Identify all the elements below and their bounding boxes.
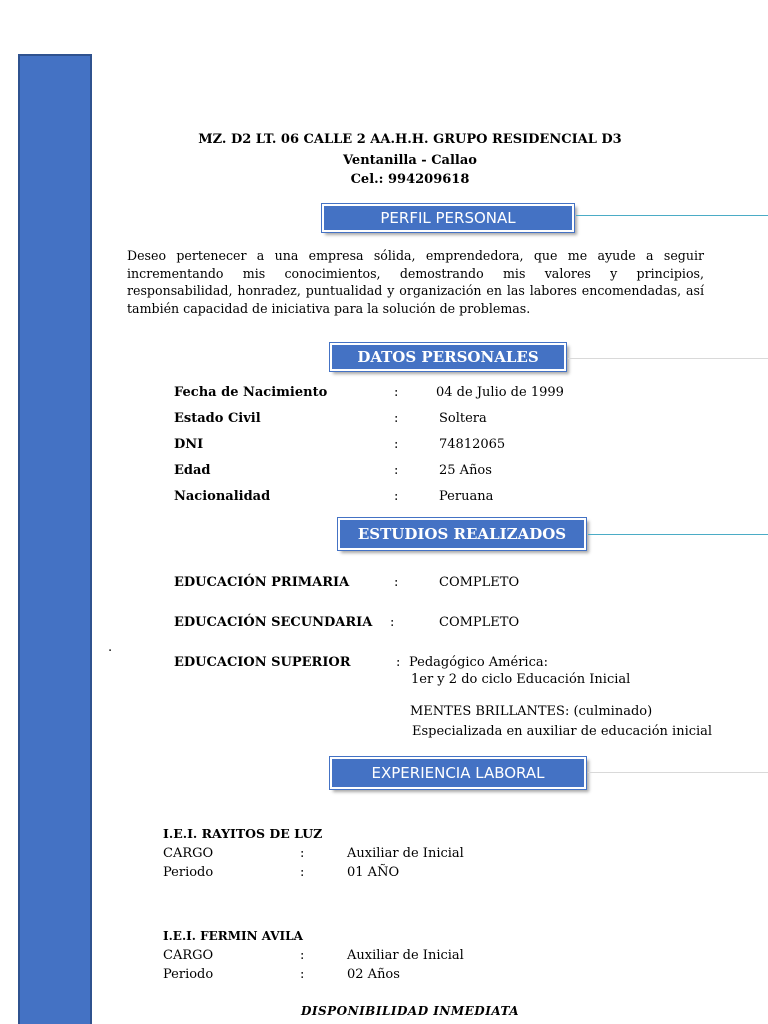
education-label: EDUCACIÓN PRIMARIA [174,575,350,590]
education-sep: : [396,655,401,670]
experience-company: I.E.I. FERMIN AVILA [163,929,303,943]
personal-sep: : [394,411,399,426]
personal-sep: : [394,385,399,400]
section-experiencia-title: EXPERIENCIA LABORAL [330,757,586,789]
section-datos-title: DATOS PERSONALES [330,343,566,371]
phone-line: Cel.: 994209618 [350,172,470,187]
education-value: COMPLETO [439,615,520,630]
education-value: COMPLETO [439,575,520,590]
experience-value: Auxiliar de Inicial [347,948,464,963]
personal-sep: : [394,437,399,452]
sidebar-bar [18,54,92,1024]
section-connector [576,215,768,216]
education-label: EDUCACIÓN SECUNDARIA [174,615,373,630]
personal-value: Peruana [439,489,494,504]
personal-value: 04 de Julio de 1999 [436,385,564,400]
district-line: Ventanilla - Callao [343,153,477,168]
experience-sep: : [300,948,305,963]
experience-sep: : [300,967,305,982]
education-sep: : [390,615,395,630]
personal-label: Estado Civil [174,411,261,426]
stray-dot: . [108,640,113,655]
section-connector [568,358,768,359]
education-label: EDUCACION SUPERIOR [174,655,351,670]
section-connector [588,772,768,773]
experience-company: I.E.I. RAYITOS DE LUZ [163,826,323,841]
personal-label: DNI [174,437,204,452]
personal-label: Fecha de Nacimiento [174,385,328,400]
education-sep: : [394,575,399,590]
education-value: MENTES BRILLANTES: (culminado) [410,704,653,719]
personal-label: Edad [174,463,211,478]
education-value: Pedagógico América: [409,655,548,670]
section-perfil-title: PERFIL PERSONAL [322,204,574,232]
address-line: MZ. D2 LT. 06 CALLE 2 AA.H.H. GRUPO RESIDENCIAL D3 [198,132,622,147]
profile-text: Deseo pertenecer a una empresa sólida, emprendedora, que me ayude a seguir incrementando mis conocimientos, demostrando mis valores y principios, responsabilidad, honradez, puntualidad y organización en las labores encomendadas, así también capacidad de iniciativa para la solución de problemas. [127,248,704,316]
experience-sep: : [300,846,305,861]
experience-label: CARGO [163,948,214,963]
section-estudios-title: ESTUDIOS REALIZADOS [338,518,586,550]
availability-footer: DISPONIBILIDAD INMEDIATA [300,1004,520,1018]
personal-sep: : [394,489,399,504]
personal-value: Soltera [439,411,487,426]
personal-value: 25 Años [439,463,492,478]
personal-value: 74812065 [439,437,506,452]
section-connector [588,534,768,535]
experience-value: 02 Años [347,967,400,982]
experience-value: 01 AÑO [347,865,400,880]
education-value: 1er y 2 do ciclo Educación Inicial [411,672,631,687]
personal-sep: : [394,463,399,478]
experience-value: Auxiliar de Inicial [347,846,464,861]
experience-label: Periodo [163,967,214,982]
experience-label: CARGO [163,846,214,861]
personal-label: Nacionalidad [174,489,271,504]
experience-label: Periodo [163,865,214,880]
experience-sep: : [300,865,305,880]
education-value: Especializada en auxiliar de educación inicial [412,724,713,739]
